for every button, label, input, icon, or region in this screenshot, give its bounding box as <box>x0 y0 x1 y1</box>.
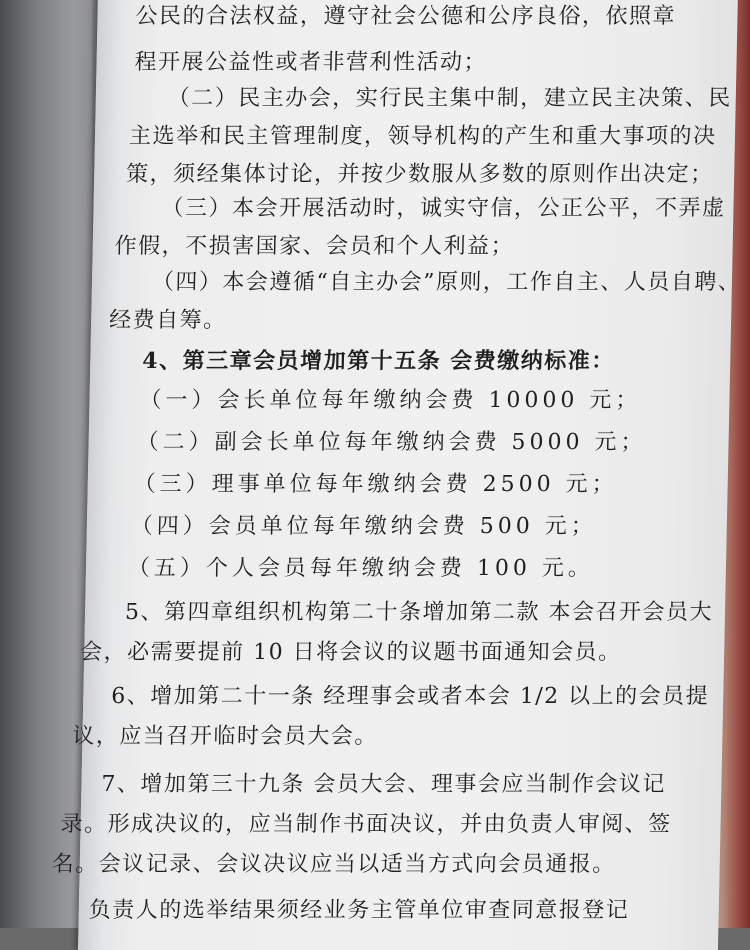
text-line: 程开展公益性或者非营利性活动； <box>134 50 488 75</box>
text-line: 5、第四章组织机构第二十条增加第二款 本会召开会员大 <box>124 600 714 625</box>
document-page <box>51 0 742 950</box>
fee-item: （一）会长单位每年缴纳会费 10000 元； <box>139 388 642 413</box>
section-heading: 4、第三章会员增加第十五条 会费缴纳标准： <box>142 348 616 374</box>
text-line: 录。形成决议的，应当制作书面决议，并由负责人审阅、签 <box>60 812 672 837</box>
fee-item: （三）理事单位每年缴纳会费 2500 元； <box>133 472 618 497</box>
text-line: 经费自筹。 <box>108 308 227 333</box>
text-line: 会，必需要提前 10 日将会议的议题书面通知会员。 <box>79 640 622 665</box>
text-line: 议，应当召开临时会员大会。 <box>72 724 379 749</box>
text-line: （四）本会遵循“自主办会”原则，工作自主、人员自聘、 <box>151 270 742 295</box>
left-page-edge <box>0 0 92 928</box>
text-line: 作假，不损害国家、会员和个人利益； <box>114 234 515 259</box>
text-line: 7、增加第三十九条 会员大会、理事会应当制作会议记 <box>101 772 667 797</box>
fee-item: （五）个人会员每年缴纳会费 100 元。 <box>127 556 595 581</box>
text-line: 负责人的选举结果须经业务主管单位审查同意报登记 <box>88 898 630 923</box>
text-line: （二）民主办会，实行民主集中制，建立民主决策、民 <box>167 86 733 111</box>
text-line: 名。会议记录、会议决议应当以适当方式向会员通报。 <box>51 852 617 877</box>
text-line: 公民的合法权益，遵守社会公德和公序良俗，依照章 <box>135 4 677 29</box>
text-line: 6、增加第二十一条 经理事会或者本会 1/2 以上的会员提 <box>110 684 710 709</box>
text-line: 主选举和民主管理制度，领导机构的产生和重大事项的决 <box>128 124 717 149</box>
text-line: 策，须经集体讨论，并按少数服从多数的原则作出决定； <box>125 162 714 187</box>
fee-item: （二）副会长单位每年缴纳会费 5000 元； <box>136 430 647 455</box>
fee-item: （四）会员单位每年缴纳会费 500 元； <box>130 514 598 539</box>
text-line: （三）本会开展活动时，诚实守信，公正公平，不弄虚 <box>161 196 726 221</box>
